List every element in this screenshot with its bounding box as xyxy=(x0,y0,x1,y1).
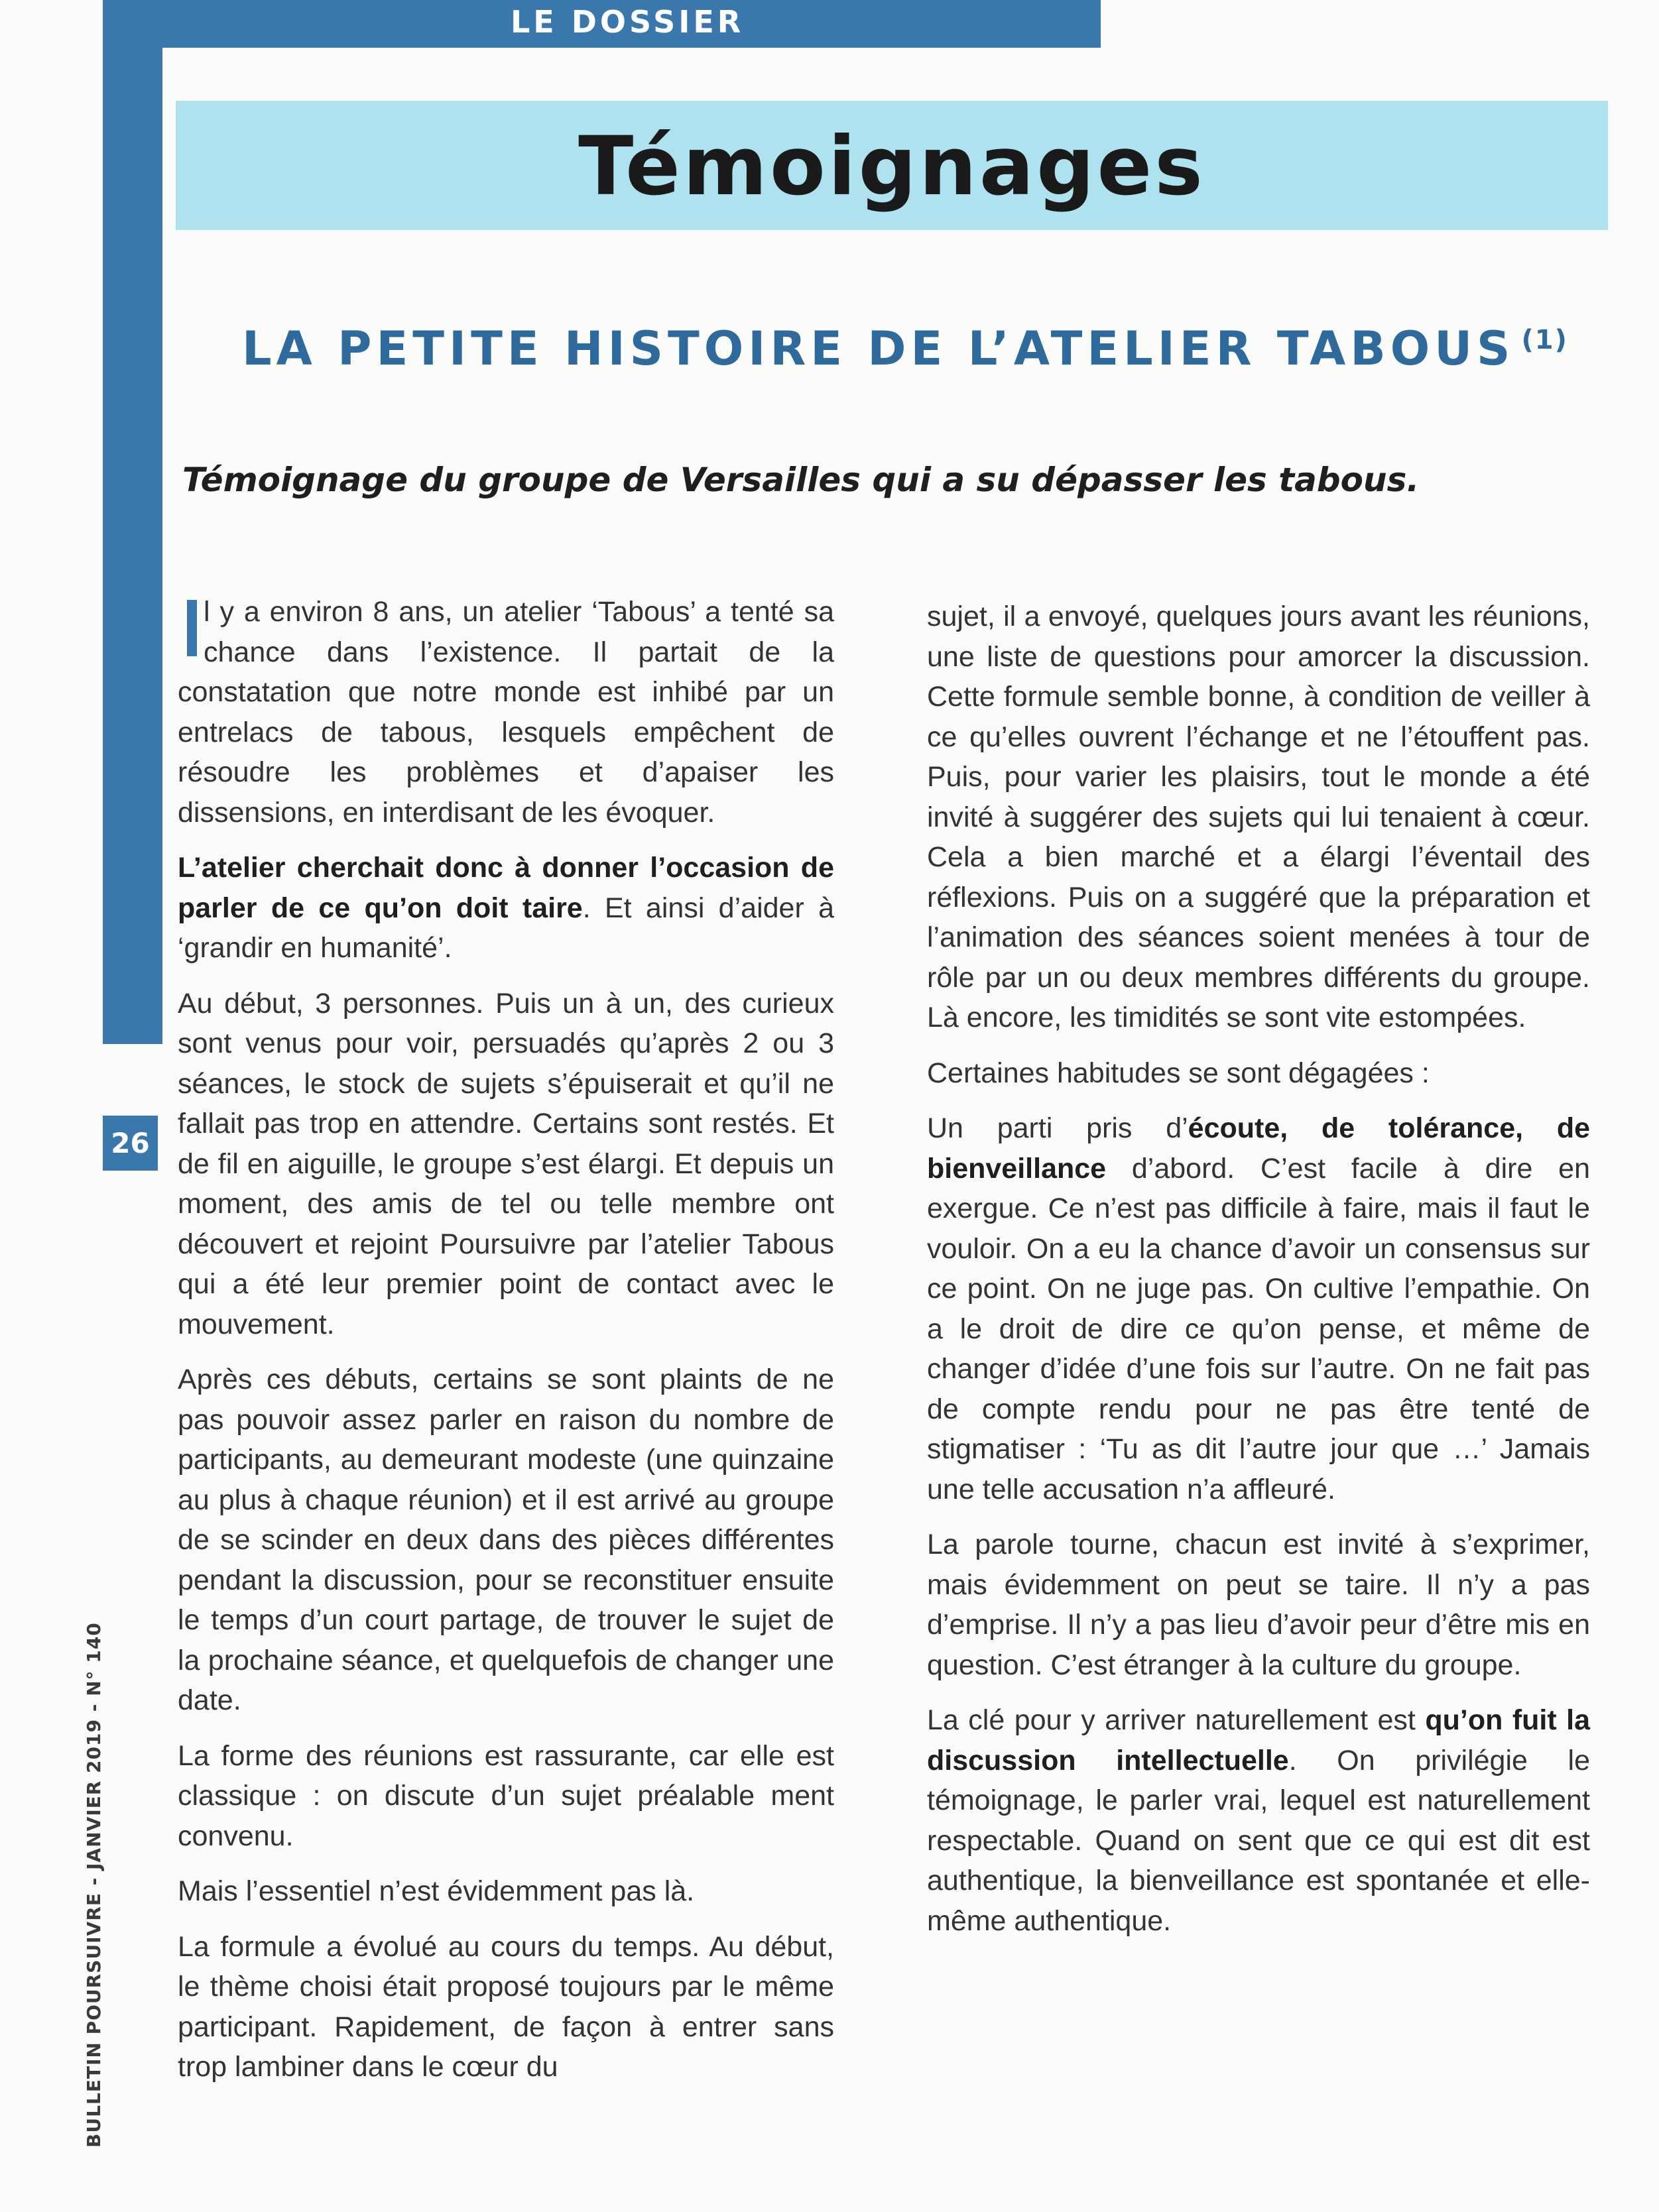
paragraph: Certaines habitudes se sont dégagées : xyxy=(927,1057,1430,1089)
paragraph-text: . Et ainsi d’aider à ‘grandir en humanité’. xyxy=(178,892,834,964)
emphasis: écoute, de tolérance, de bienveillance xyxy=(927,1112,1590,1185)
paragraph: Au début, 3 personnes. Puis un à un, des curieux sont venus pour voir, persuadés qu’après 2 ou 3 séances, le stock de sujets s’épuiserait et qu’il ne fallait pas trop en attendre. Certains sont restés. Et de fil en aiguille, le groupe s’est élargi. Et depuis un moment, des amis de tel ou telle membre ont découvert et rejoint Poursuivre par l’atelier Tabous qui a été leur premier point de contact avec le mouvement. xyxy=(178,987,834,1340)
paragraph: La formule a évolué au cours du temps. Au début, le thème choisi était proposé toujours par le même participant. Rapidement, de façon à entrer sans trop lambiner dans le cœur du xyxy=(178,1930,834,2083)
paragraph-text: La clé pour y arriver naturellement est xyxy=(927,1704,1426,1736)
dropcap-bar xyxy=(187,600,197,656)
article-subtitle: Témoignage du groupe de Versailles qui a su dépasser les tabous. xyxy=(182,461,1420,499)
footnote-reference: (1) xyxy=(1521,324,1568,355)
paragraph: La parole tourne, chacun est invité à s’exprimer, mais évidemment on peut se taire. Il n’y a pas d’emprise. Il n’y a pas lieu d’avoir peur d’être mis en question. C’est étranger à la culture du groupe. xyxy=(927,1529,1590,1681)
paragraph: La forme des réunions est rassurante, car elle est classique : on discute d’un sujet préalable ment convenu. xyxy=(178,1739,834,1852)
page-number-badge: 26 xyxy=(103,1116,158,1171)
bulletin-sidebar: BULLETIN POURSUIVRE - JANVIER 2019 - N° 140 xyxy=(83,1622,105,2148)
section-label: LE DOSSIER xyxy=(511,4,745,40)
paragraph xyxy=(178,848,834,968)
left-column xyxy=(178,592,834,2103)
paragraph-text: l y a environ 8 ans, un atelier ‘Tabous’ a tenté sa chance dans l’existence. Il partait de la constatation que notre monde est inhibé par un entrelacs de tabous, lesquels empêchent de résoudre les problèmes et d’apaiser les dissensions, en interdisant de les évoquer. xyxy=(178,596,834,829)
paragraph xyxy=(178,592,834,833)
headline-text: LA PETITE HISTOIRE DE L’ATELIER TABOUS xyxy=(242,321,1515,376)
article-headline xyxy=(242,321,1568,376)
emphasis: qu’on fuit la discussion intellectuelle xyxy=(927,1704,1590,1776)
paragraph: Après ces débuts, certains se sont plaints de ne pas pouvoir assez parler en raison du nombre de participants, au demeurant modeste (une quinzaine au plus à chaque réunion) et il est arrivé au groupe de se scinder en deux dans des pièces différentes pendant la discussion, pour se reconstituer ensuite le temps d’un court partage, de trouver le sujet de la prochaine séance, et quelquefois de changer une date. xyxy=(178,1364,834,1716)
paragraph xyxy=(927,1108,1590,1509)
paragraph: sujet, il a envoyé, quelques jours avant les réunions, une liste de questions pour amorcer la discussion. Cette formule semble bonne, à condition de veiller à ce qu’elles ouvrent l’échange et ne l’étouffent pas. Puis, pour varier les plaisirs, tout le monde a été invité à suggérer des sujets qui lui tenaient à cœur. Cela a bien marché et a élargi l’éventail des réflexions. Puis on a suggéré que la préparation et l’animation des séances soient menées à tour de rôle par un ou deux membres différents du groupe. Là encore, les timidités se sont vite estompées. xyxy=(927,601,1590,1033)
paragraph xyxy=(927,1700,1590,1941)
header-frame-left xyxy=(103,0,162,1044)
emphasis: L’atelier cherchait donc à donner l’occasion de parler de ce qu’on doit taire xyxy=(178,852,834,924)
paragraph-text: . On privilégie le témoignage, le parler vrai, lequel est naturellement respectable. Quand on sent que ce qui est dit est authentique, la bienveillance est spontanée et elle-même authentique. xyxy=(927,1744,1590,1937)
paragraph-text: d’abord. C’est facile à dire en exergue. Ce n’est pas difficile à faire, mais il faut le vouloir. On a eu la chance d’avoir un consensus sur ce point. On ne juge pas. On cultive l’empathie. On a le droit de dire ce qu’on pense, et même de changer d’idée d’une fois sur l’autre. On ne fait pas de compte rendu pour ne pas être tenté de stigmatiser : ‘Tu as dit l’autre jour que …’ Jamais une telle accusation n’a affleuré. xyxy=(927,1152,1590,1505)
title-band xyxy=(176,101,1608,230)
paragraph: Mais l’essentiel n’est évidemment pas là. xyxy=(178,1875,695,1907)
page-title: Témoignages xyxy=(578,119,1205,213)
right-column xyxy=(927,597,1590,1956)
paragraph-text: Un parti pris d’ xyxy=(927,1112,1188,1144)
